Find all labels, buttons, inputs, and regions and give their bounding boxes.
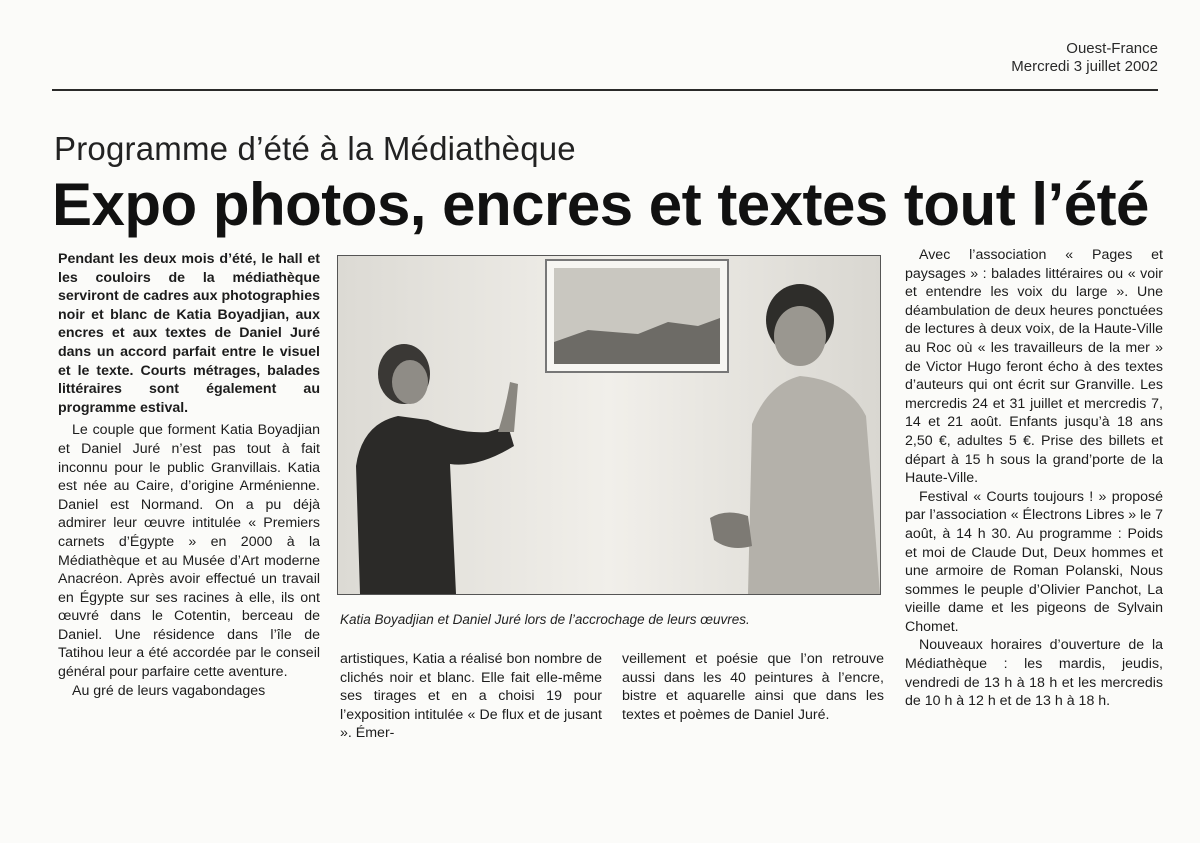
events-paragraph: Avec l’association « Pages et paysages » : balades littéraires ou « voir et entendre les voix du large ». Une déambulation de deux heures ponctuées de lectures à deux voix, de la Haute-Ville au Roc où « les travailleurs de la mer » de Victor Hugo feront écho à des textes d’auteurs qui ont écrit sur Granville. Les mercredis 24 et 31 juillet et mercredis 7, 14 et 21 août. Enfants jusqu’à 18 ans 2,50 €, adultes 5 €. Prise des billets et départ à 15 h sous la grand’porte de la Haute-Ville. [905, 247, 1163, 487]
body-paragraph-continued: Au gré de leurs vagabondages [72, 682, 266, 699]
masthead [1011, 40, 1158, 76]
article-photo [337, 255, 881, 595]
body-paragraph: artistiques, Katia a réalisé bon nombre de clichés noir et blanc. Elle fait elle-même ses tirages et en a choisi 19 pour l’exposition intitulée « De flux et de jusant ». Émer- [340, 651, 602, 742]
article-kicker: Programme d’été à la Médiathèque [54, 130, 576, 167]
column-3 [622, 650, 884, 724]
body-paragraph: Le couple que forment Katia Boyadjian et Daniel Juré n’est pas tout à fait inconnu pour le public Granvillais. Katia est née au Caire, d’origine Arménienne. Daniel est Normand. On a pu déjà admirer leur œuvre intitulée « Premiers carnets d’Égypte » en 2000 à la Médiathèque et au Musée d’Art moderne Anacréon. Après avoir effectué un travail en Égypte sur ses racines à elle, ils ont œuvré dans le Cotentin, berceau de Daniel. Une résidence dans l’île de Tatihou leur a été accordée par le conseil général pour parfaire cette aventure. [58, 422, 320, 681]
opening-hours-paragraph: Nouveaux horaires d’ouverture de la Médiathèque : les mardis, jeudis, vendredi de 13 h à 18 h et les mercredis de 10 h à 12 h et de 13 h à 18 h. [905, 637, 1163, 710]
photo-caption: Katia Boyadjian et Daniel Juré lors de l’accrochage de leurs œuvres. [340, 612, 750, 627]
header-rule [52, 89, 1158, 91]
newspaper-name: Ouest-France [1066, 40, 1158, 57]
column-2 [340, 650, 602, 743]
lead-paragraph: Pendant les deux mois d’été, le hall et les couloirs de la médiathèque serviront de cadres aux photographies noir et blanc de Katia Boyadjian, aux encres et aux textes de Daniel Juré dans un accord parfait entre le visuel et le texte. Courts métrages, balades littéraires sont également au programme estival. [58, 251, 320, 416]
column-4 [905, 246, 1163, 711]
column-1 [58, 250, 320, 700]
article-headline: Expo photos, encres et textes tout l’été [52, 171, 1149, 238]
body-paragraph: veillement et poésie que l’on retrouve aussi dans les 40 peintures à l’encre, bistre et aquarelle ainsi que dans les textes et poèmes de Daniel Juré. [622, 651, 884, 723]
festival-paragraph: Festival « Courts toujours ! » proposé par l’association « Électrons Libres » le 7 août, à 14 h 30. Au programme : Poids et moi de Claude Dut, Deux hommes et une armoire de Roman Polanski, Nous sommes le peuple d’Olivier Panchot, La vieille dame et les pigeons de Sylvain Chomet. [905, 488, 1163, 635]
photo-illustration [338, 256, 880, 594]
publication-date: Mercredi 3 juillet 2002 [1011, 58, 1158, 75]
